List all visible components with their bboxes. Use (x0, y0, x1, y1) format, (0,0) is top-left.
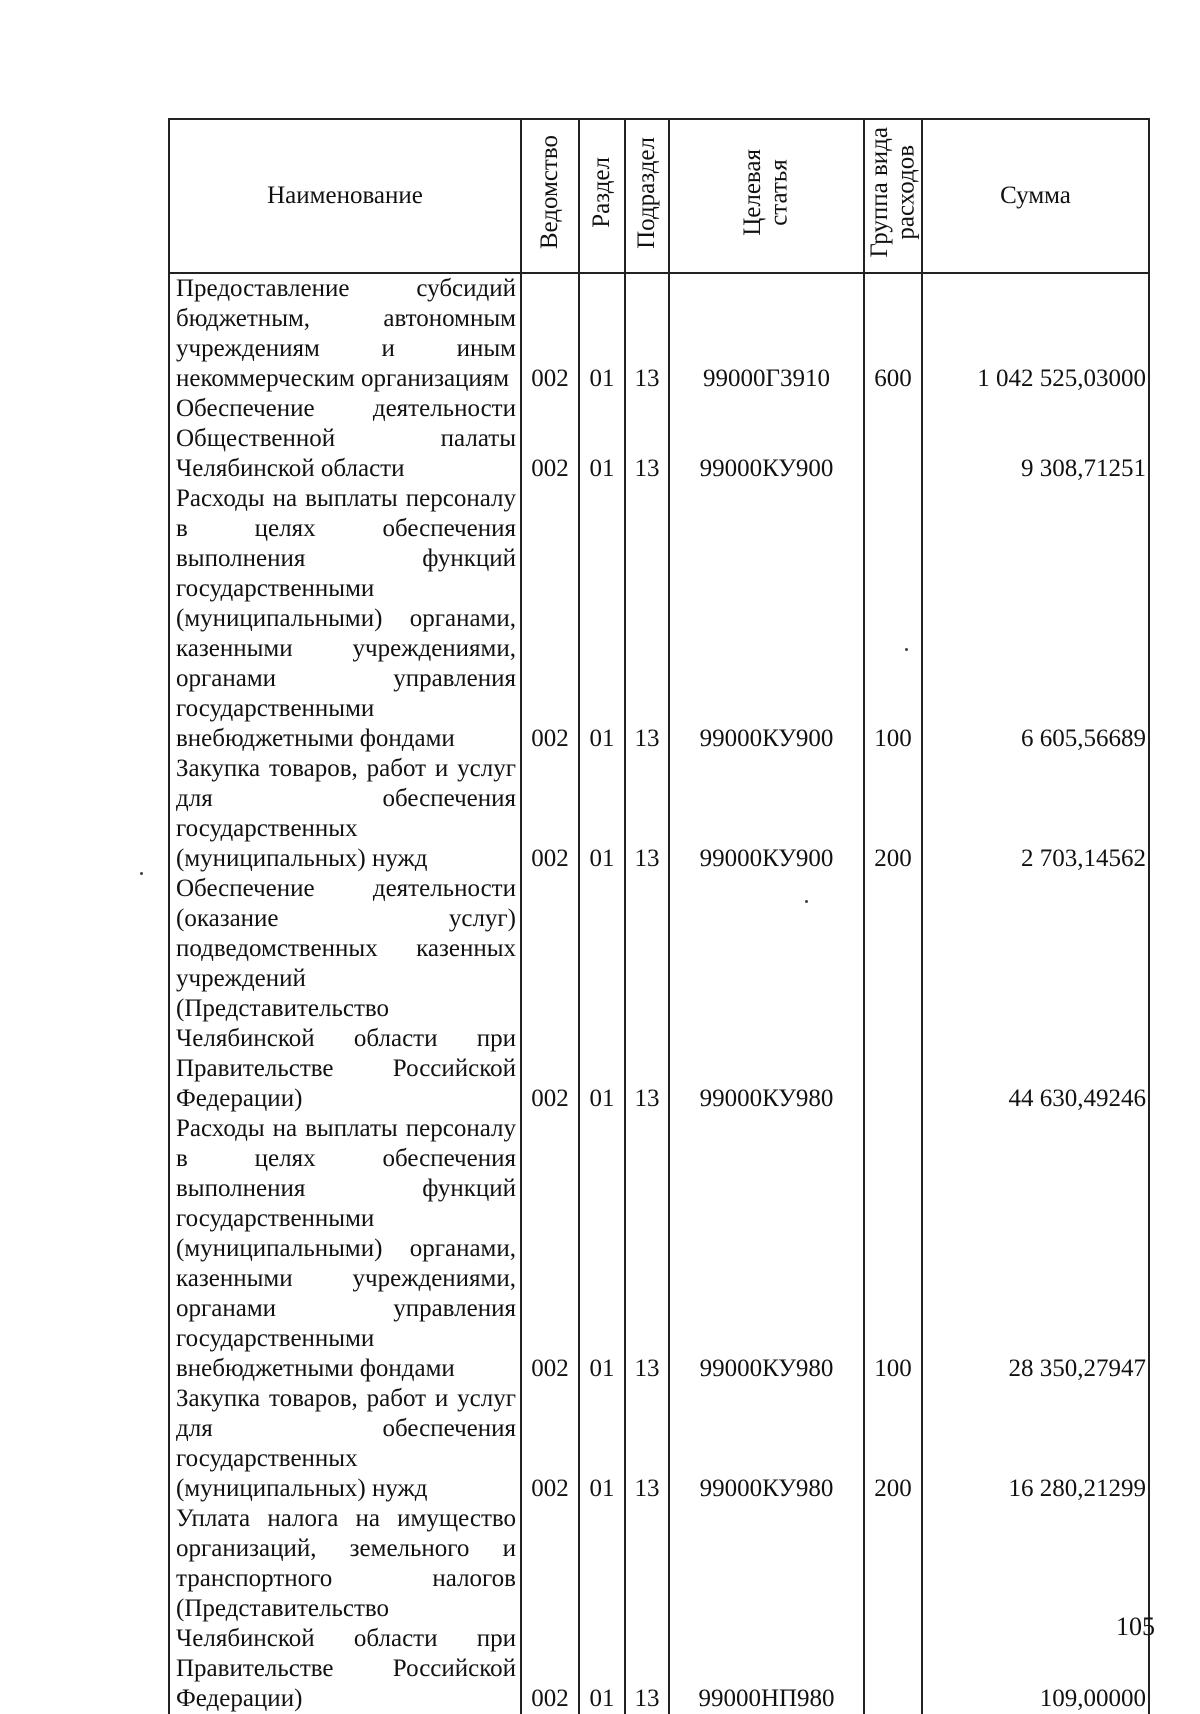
cell-subsection: 13 (625, 273, 669, 394)
scan-speck (905, 648, 908, 651)
cell-sum: 44 630,49246 (922, 874, 1149, 1114)
table-row (169, 394, 1149, 484)
cell-group: 100 (864, 1114, 922, 1384)
cell-target: 99000КУ980 (669, 1384, 864, 1504)
cell-name: Закупка товаров, работ и услуг для обеспечения государственных (муниципальных) нужд (169, 754, 521, 874)
cell-section: 01 (579, 1114, 625, 1384)
cell-target: 99000Г3910 (669, 273, 864, 394)
cell-group: 100 (864, 484, 922, 754)
cell-subsection: 13 (625, 1114, 669, 1384)
table-body (169, 273, 1149, 1714)
table-row (169, 484, 1149, 754)
cell-target: 99000КУ900 (669, 754, 864, 874)
cell-ministry: 002 (521, 1114, 579, 1384)
cell-ministry: 002 (521, 1384, 579, 1504)
cell-sum: 16 280,21299 (922, 1384, 1149, 1504)
cell-subsection: 13 (625, 754, 669, 874)
header-target-article: Целевая статья (669, 119, 864, 273)
cell-target: 99000КУ980 (669, 874, 864, 1114)
cell-target: 99000КУ980 (669, 1114, 864, 1384)
header-ministry: Ведомство (521, 119, 579, 273)
cell-section: 01 (579, 1504, 625, 1714)
cell-group: 200 (864, 1384, 922, 1504)
cell-target: 99000КУ900 (669, 394, 864, 484)
cell-group (864, 1504, 922, 1714)
table-row (169, 1384, 1149, 1504)
cell-subsection: 13 (625, 1384, 669, 1504)
cell-group (864, 874, 922, 1114)
header-name: Наименование (169, 119, 521, 273)
cell-name: Уплата налога на имущество организаций, земельного и транспортного налогов (Представительство Челябинской области при Правительстве Российской Федерации) (169, 1504, 521, 1714)
cell-section: 01 (579, 874, 625, 1114)
cell-name: Закупка товаров, работ и услуг для обеспечения государственных (муниципальных) нужд (169, 1384, 521, 1504)
scan-speck (805, 900, 808, 903)
cell-group (864, 394, 922, 484)
cell-subsection: 13 (625, 1504, 669, 1714)
cell-target: 99000НП980 (669, 1504, 864, 1714)
table-row (169, 1114, 1149, 1384)
page-number: 105 (1116, 1612, 1155, 1641)
cell-subsection: 13 (625, 484, 669, 754)
cell-ministry: 002 (521, 394, 579, 484)
header-section: Раздел (579, 119, 625, 273)
cell-section: 01 (579, 754, 625, 874)
header-subsection: Подраздел (625, 119, 669, 273)
cell-subsection: 13 (625, 874, 669, 1114)
cell-sum: 9 308,71251 (922, 394, 1149, 484)
cell-section: 01 (579, 273, 625, 394)
cell-name: Расходы на выплаты персоналу в целях обеспечения выполнения функций государственными (муниципальными) органами, казенными учреждениями, органами управления государственными внебюджетными фондами (169, 1114, 521, 1384)
cell-section: 01 (579, 484, 625, 754)
header-sum: Сумма (922, 119, 1149, 273)
cell-sum: 6 605,56689 (922, 484, 1149, 754)
cell-section: 01 (579, 1384, 625, 1504)
table-row (169, 874, 1149, 1114)
cell-name: Обеспечение деятельности Общественной палаты Челябинской области (169, 394, 521, 484)
cell-sum: 2 703,14562 (922, 754, 1149, 874)
cell-group: 600 (864, 273, 922, 394)
cell-sum: 28 350,27947 (922, 1114, 1149, 1384)
cell-target: 99000КУ900 (669, 484, 864, 754)
budget-table (168, 118, 1150, 1714)
cell-ministry: 002 (521, 874, 579, 1114)
cell-ministry: 002 (521, 273, 579, 394)
cell-group: 200 (864, 754, 922, 874)
table-header (169, 119, 1149, 273)
cell-name: Обеспечение деятельности (оказание услуг) подведомственных казенных учреждений (Представительство Челябинской области при Правительстве Российской Федерации) (169, 874, 521, 1114)
cell-sum: 109,00000 (922, 1504, 1149, 1714)
cell-name: Предоставление субсидий бюджетным, автономным учреждениям и иным некоммерческим организациям (169, 273, 521, 394)
table-row (169, 1504, 1149, 1714)
cell-sum: 1 042 525,03000 (922, 273, 1149, 394)
cell-subsection: 13 (625, 394, 669, 484)
header-expense-group: Группа вида расходов (864, 119, 922, 273)
table-row (169, 273, 1149, 394)
cell-ministry: 002 (521, 484, 579, 754)
cell-name: Расходы на выплаты персоналу в целях обеспечения выполнения функций государственными (муниципальными) органами, казенными учреждениями, органами управления государственными внебюджетными фондами (169, 484, 521, 754)
cell-section: 01 (579, 394, 625, 484)
table-row (169, 754, 1149, 874)
cell-ministry: 002 (521, 754, 579, 874)
cell-ministry: 002 (521, 1504, 579, 1714)
scan-speck (140, 872, 143, 875)
